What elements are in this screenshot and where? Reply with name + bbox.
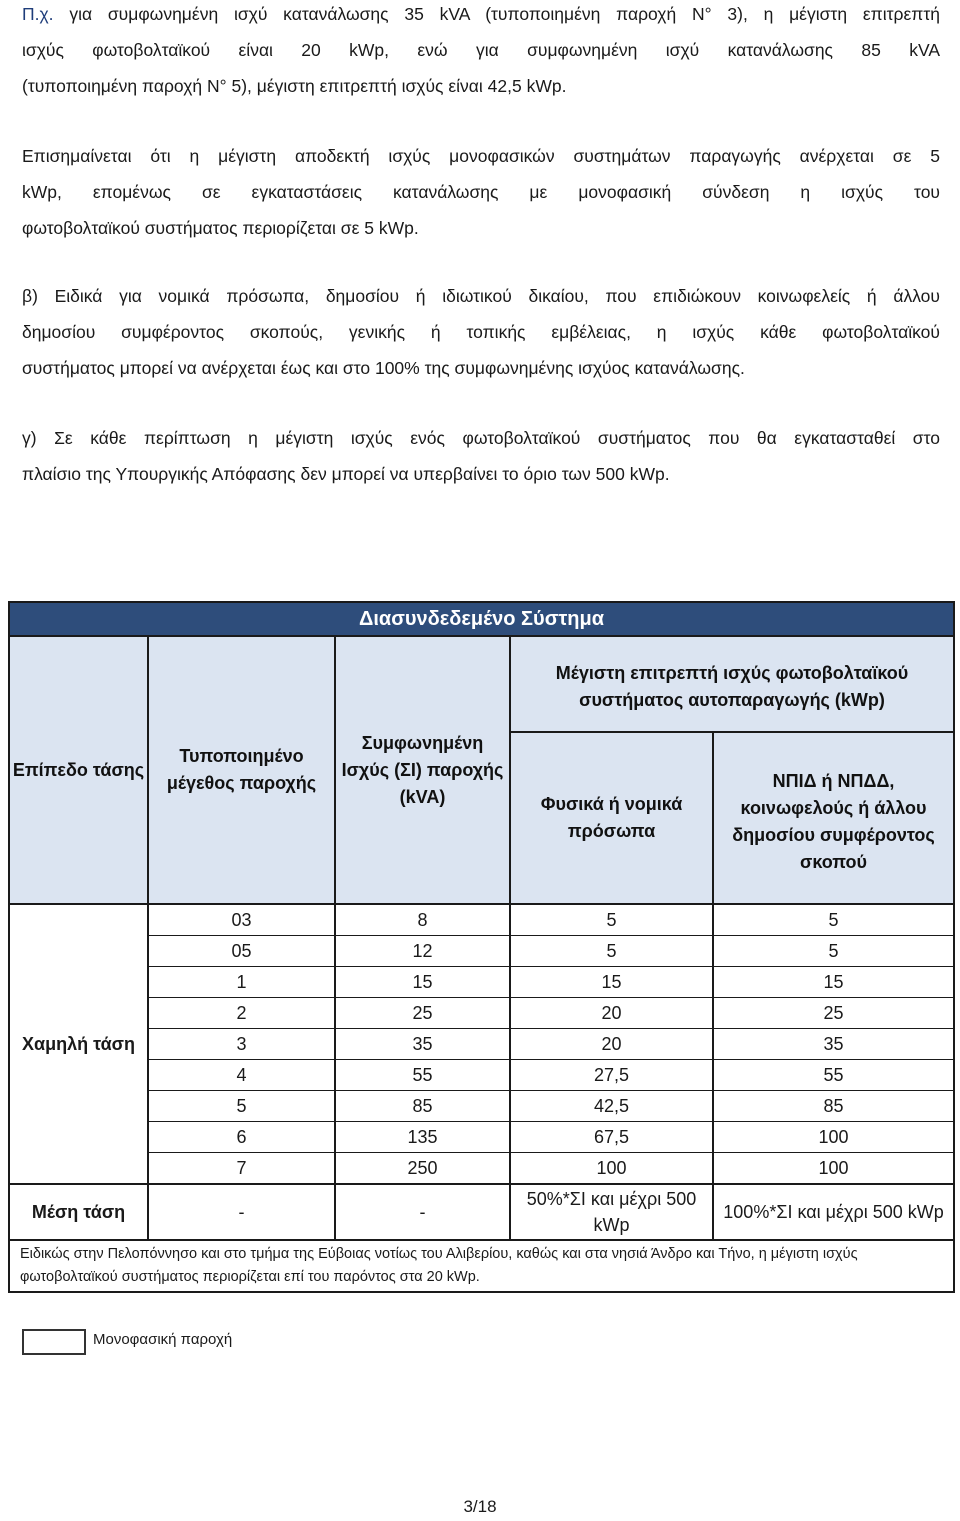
legend-label: Μονοφασική παροχή	[93, 1331, 233, 1348]
header-agreed-power: Συμφωνημένη Ισχύς (ΣΙ) παροχής (kVA)	[335, 636, 510, 904]
page-number: 3/18	[463, 1497, 497, 1516]
cell-power: 8	[335, 904, 510, 936]
header-public-entities: ΝΠΙΔ ή ΝΠΔΔ, κοινωφελούς ή άλλου δημοσίου συμφέροντος σκοπού	[713, 732, 954, 904]
header-natural-legal-persons: Φυσικά ή νομικά πρόσωπα	[510, 732, 713, 904]
cell-natural: 20	[510, 1029, 713, 1060]
table-title: Διασυνδεδεμένο Σύστημα	[9, 602, 954, 636]
medium-voltage-natural: 50%*ΣΙ και μέχρι 500 kWp	[510, 1184, 713, 1240]
cell-size: 5	[148, 1091, 335, 1122]
table-row	[9, 904, 954, 936]
cell-size: 6	[148, 1122, 335, 1153]
legal-entities-line-2: δημοσίου συμφέροντος σκοπούς, γενικής ή τοπικής εμβέλειας, η ισχύς κάθε φωτοβολταϊκού	[22, 322, 940, 342]
interconnected-system-table	[8, 601, 953, 1293]
cell-public: 55	[713, 1060, 954, 1091]
legend-swatch	[22, 1329, 86, 1355]
max-limit-paragraph	[22, 420, 940, 492]
cell-size: 1	[148, 967, 335, 998]
max-limit-line-1: γ) Σε κάθε περίπτωση η μέγιστη ισχύς ενός φωτοβολταϊκού συστήματος που θα εγκατασταθεί στο	[22, 428, 940, 448]
cell-natural: 15	[510, 967, 713, 998]
single-phase-line-2: kWp, επομένως σε εγκαταστάσεις κατανάλωσης με μονοφασική σύνδεση η ισχύς του	[22, 182, 940, 202]
cell-power: 55	[335, 1060, 510, 1091]
table-row	[9, 998, 954, 1029]
legal-entities-line-3: συστήματος μπορεί να ανέρχεται έως και στο 100% της συμφωνημένης ισχύος κατανάλωσης.	[22, 358, 745, 378]
medium-voltage-size: -	[148, 1184, 335, 1240]
cell-natural: 5	[510, 936, 713, 967]
single-phase-line-1: Επισημαίνεται ότι η μέγιστη αποδεκτή ισχύς μονοφασικών συστημάτων παραγωγής ανέρχεται σε 5	[22, 146, 940, 166]
cell-power: 25	[335, 998, 510, 1029]
header-max-power-group: Μέγιστη επιτρεπτή ισχύς φωτοβολταϊκού συστήματος αυτοπαραγωγής (kWp)	[510, 636, 954, 732]
cell-natural: 42,5	[510, 1091, 713, 1122]
cell-public: 100	[713, 1122, 954, 1153]
cell-size: 2	[148, 998, 335, 1029]
table-row	[9, 1122, 954, 1153]
header-supply-size: Τυποποιημένο μέγεθος παροχής	[148, 636, 335, 904]
medium-voltage-public: 100%*ΣΙ και μέχρι 500 kWp	[713, 1184, 954, 1240]
cell-public: 15	[713, 967, 954, 998]
cell-power: 35	[335, 1029, 510, 1060]
cell-size: 03	[148, 904, 335, 936]
legal-entities-line-1: β) Ειδικά για νομικά πρόσωπα, δημοσίου ή ιδιωτικού δικαίου, που επιδιώκουν κοινωφελείς ή άλλου	[22, 286, 940, 306]
cell-natural: 20	[510, 998, 713, 1029]
cell-natural: 27,5	[510, 1060, 713, 1091]
table-row	[9, 1060, 954, 1091]
example-line-2: ισχύς φωτοβολταϊκού είναι 20 kWp, ενώ για συμφωνημένη ισχύ κατανάλωσης 85 kVA	[22, 40, 940, 60]
example-line-3: (τυποποιημένη παροχή Ν° 5), μέγιστη επιτρεπτή ισχύς είναι 42,5 kWp.	[22, 76, 567, 96]
max-limit-line-2: πλαίσιο της Υπουργικής Απόφασης δεν μπορεί να υπερβαίνει το όριο των 500 kWp.	[22, 464, 670, 484]
table-body	[9, 904, 954, 1184]
cell-public: 5	[713, 904, 954, 936]
medium-voltage-power: -	[335, 1184, 510, 1240]
cell-natural: 100	[510, 1153, 713, 1185]
cell-power: 85	[335, 1091, 510, 1122]
example-paragraph	[22, 0, 940, 104]
single-phase-paragraph	[22, 138, 940, 246]
cell-size: 3	[148, 1029, 335, 1060]
cell-natural: 5	[510, 904, 713, 936]
cell-public: 100	[713, 1153, 954, 1185]
cell-size: 4	[148, 1060, 335, 1091]
cell-public: 35	[713, 1029, 954, 1060]
cell-size: 05	[148, 936, 335, 967]
cell-public: 5	[713, 936, 954, 967]
table-row	[9, 936, 954, 967]
header-voltage-level: Επίπεδο τάσης	[9, 636, 148, 904]
cell-power: 250	[335, 1153, 510, 1185]
legal-entities-paragraph	[22, 278, 940, 386]
cell-size: 7	[148, 1153, 335, 1185]
cell-public: 85	[713, 1091, 954, 1122]
cell-power: 15	[335, 967, 510, 998]
medium-voltage-label: Μέση τάση	[9, 1184, 148, 1240]
cell-public: 25	[713, 998, 954, 1029]
table-row	[9, 1153, 954, 1185]
cell-natural: 67,5	[510, 1122, 713, 1153]
table-note: Ειδικώς στην Πελοπόννησο και στο τμήμα της Εύβοιας νοτίως του Αλιβερίου, καθώς και στα νησιά Άνδρο και Τήνο, η μέγιστη ισχύς φωτοβολταϊκού συστήματος περιορίζεται επί του παρόντος στα 20 kWp.	[9, 1240, 954, 1292]
cell-power: 12	[335, 936, 510, 967]
example-prefix: Π.χ.	[22, 4, 54, 24]
cell-power: 135	[335, 1122, 510, 1153]
single-phase-line-3: φωτοβολταϊκού συστήματος περιορίζεται σε 5 kWp.	[22, 218, 419, 238]
example-line-1-text: για συμφωνημένη ισχύ κατανάλωσης 35 kVA (τυποποιημένη παροχή Ν° 3), η μέγιστη επιτρεπτή	[53, 4, 940, 24]
table-row	[9, 1029, 954, 1060]
table-row	[9, 1091, 954, 1122]
table-row	[9, 967, 954, 998]
low-voltage-label: Χαμηλή τάση	[9, 904, 148, 1184]
